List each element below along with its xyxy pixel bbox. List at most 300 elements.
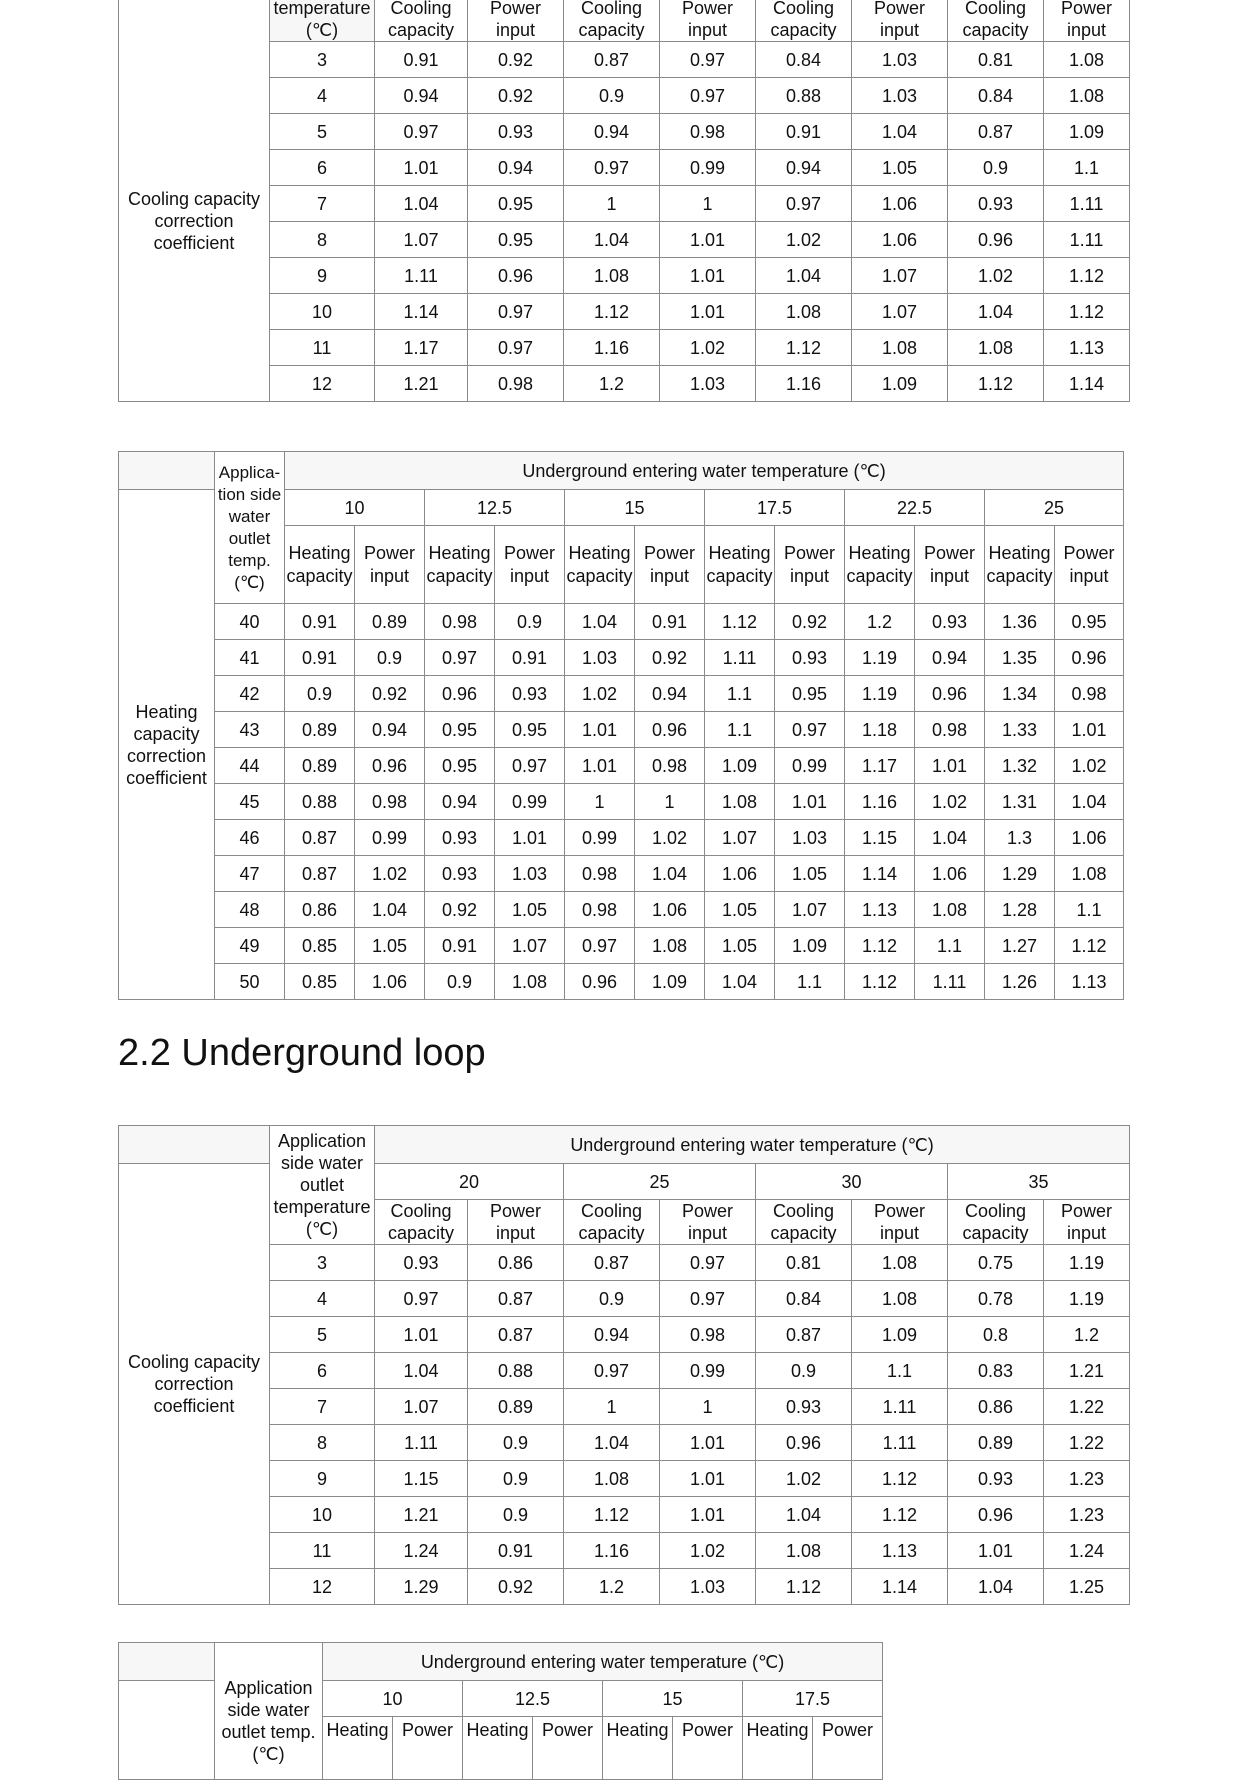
table-row [119,78,1130,114]
table-row [119,1245,1130,1281]
table-cell: 0.99 [495,784,565,820]
table-cell: 0.98 [425,604,495,640]
table-cell: 1.05 [775,856,845,892]
table-cell: 1.11 [1044,222,1130,258]
table-cell: 1.2 [845,604,915,640]
table-cell: 1.07 [852,294,948,330]
table-cell: 0.96 [915,676,985,712]
table-cell: 1.04 [565,604,635,640]
temperature-header: 12.5 [463,1681,603,1717]
column-header: Power input [468,1200,564,1245]
table-cell: 1.05 [705,928,775,964]
table-cell: 1.01 [660,222,756,258]
table-cell: 0.83 [948,1353,1044,1389]
table-cell: 1.04 [375,1353,468,1389]
table-row [119,640,1124,676]
table-cell: 1.02 [756,1461,852,1497]
table-row [119,856,1124,892]
table-cell: 0.87 [948,114,1044,150]
table-row [119,892,1124,928]
table-cell: 1 [565,784,635,820]
table-cell: 1.24 [1044,1533,1130,1569]
table-cell: 0.87 [468,1317,564,1353]
column-header: Power input [852,1200,948,1245]
table-cell: 0.97 [775,712,845,748]
table-cell: 0.9 [468,1461,564,1497]
table-cell: 0.93 [468,114,564,150]
temperature-header: 30 [756,1164,948,1200]
table-cell: 0.91 [285,604,355,640]
table-cell: 1.03 [852,42,948,78]
temperature-header: 17.5 [743,1681,883,1717]
table-cell: 1.01 [775,784,845,820]
table-row [119,114,1130,150]
table-cell: 0.87 [564,1245,660,1281]
table-cell: 6 [270,150,375,186]
table-cell: 1.32 [985,748,1055,784]
corner-label: Application side water outlet temperature (℃) [270,1126,375,1245]
table-cell: 0.97 [375,114,468,150]
table-cell: 1.21 [375,1497,468,1533]
table-cell: 10 [270,1497,375,1533]
table-cell: 1.12 [852,1461,948,1497]
table-cell: 1.19 [1044,1245,1130,1281]
table-cell: 0.94 [375,78,468,114]
table-cell: 1.17 [845,748,915,784]
column-header: Power input [468,0,564,42]
table-cell: 1.08 [495,964,565,1000]
table-cell: 1.02 [660,1533,756,1569]
table-cell: 0.95 [1055,604,1124,640]
table-cell: 1.13 [1055,964,1124,1000]
table-cell: 0.92 [355,676,425,712]
table-cell: 1.01 [948,1533,1044,1569]
table-cell: 0.88 [756,78,852,114]
table-cell: 0.97 [565,928,635,964]
table-cell: 1.01 [660,1461,756,1497]
column-header: Heating capacity [705,526,775,604]
table-cell: 45 [215,784,285,820]
table-cell: 1.04 [1055,784,1124,820]
table-cell: 1.08 [1055,856,1124,892]
table-cell: 1 [660,186,756,222]
table-cell: 1.08 [1044,42,1130,78]
table-cell: 48 [215,892,285,928]
table-cell: 1.01 [375,1317,468,1353]
table-cell: 8 [270,1425,375,1461]
table-cell: 0.99 [355,820,425,856]
column-header: Power input [852,0,948,42]
column-header: Power input [1044,1200,1130,1245]
table-cell: 1.17 [375,330,468,366]
table-cell: 1.06 [852,222,948,258]
table-cell: 0.95 [468,222,564,258]
column-header: Heating capacity [285,526,355,604]
table-cell: 0.92 [775,604,845,640]
table-cell: 1.07 [852,258,948,294]
table-cell: 1.08 [852,1245,948,1281]
table-cell: 1.23 [1044,1461,1130,1497]
table-cell: 1.1 [915,928,985,964]
table-cell: 1.33 [985,712,1055,748]
table-cell: 0.91 [635,604,705,640]
table-header-row [119,452,1124,490]
table-cell: 0.8 [948,1317,1044,1353]
column-header: Power [393,1717,463,1780]
table-cell: 0.96 [635,712,705,748]
table-cell: 1.08 [852,1281,948,1317]
table-cell: 1.1 [705,712,775,748]
table-cell: 0.9 [468,1497,564,1533]
table-row [119,928,1124,964]
temperature-header: 10 [323,1681,463,1717]
table-cell: 0.97 [468,294,564,330]
table-cell: 1.22 [1044,1389,1130,1425]
table-row [119,1569,1130,1605]
column-header: Power input [660,0,756,42]
table-cell: 0.93 [948,186,1044,222]
table-cell: 1.12 [845,964,915,1000]
table-cell: 0.92 [468,78,564,114]
table-cell [119,1126,270,1164]
table-cell: 1.12 [1055,928,1124,964]
table-cell: 1.23 [1044,1497,1130,1533]
table-cell: 1.15 [375,1461,468,1497]
table-cell: 1.04 [564,1425,660,1461]
table-cell: 1.15 [845,820,915,856]
table-cell: 0.91 [756,114,852,150]
table-cell: 1.01 [660,294,756,330]
table-cell [119,452,215,490]
table-cell: 1.05 [495,892,565,928]
table-cell: 0.96 [425,676,495,712]
table-cell: 1.08 [1044,78,1130,114]
table-cell: 0.81 [948,42,1044,78]
table-cell: 1.02 [565,676,635,712]
table-cell: 1.04 [355,892,425,928]
table-cell: 0.97 [495,748,565,784]
table-cell: 0.91 [495,640,565,676]
column-header: Heating capacity [845,526,915,604]
row-label: Cooling capacity correction coefficient [119,1164,270,1605]
table-cell: 1.11 [375,258,468,294]
table-cell: 0.97 [468,330,564,366]
column-header: Cooling capacity [564,0,660,42]
table-row [119,366,1130,402]
table-cell: 1.04 [635,856,705,892]
table-cell: 0.97 [564,1353,660,1389]
table-cell: 1.12 [756,330,852,366]
table-cell: 0.92 [468,42,564,78]
table-cell: 1.08 [948,330,1044,366]
table-cell: 1.12 [564,1497,660,1533]
table-cell: 1.09 [635,964,705,1000]
table-cell: 4 [270,1281,375,1317]
table-cell: 7 [270,1389,375,1425]
table-cell: 1.08 [756,1533,852,1569]
corner-label: Application side water outlet temp. (℃) [215,1643,323,1780]
table-cell: 0.9 [355,640,425,676]
table-cell: 6 [270,1353,375,1389]
table-cell: 1.11 [915,964,985,1000]
table-cell: 0.89 [285,712,355,748]
table-cell: 0.87 [564,42,660,78]
table-cell: 0.84 [756,42,852,78]
table-cell: 1.24 [375,1533,468,1569]
table-cell: 0.89 [468,1389,564,1425]
column-header: Heating [743,1717,813,1780]
table-cell: 1.12 [705,604,775,640]
table-cell: 1.04 [948,1569,1044,1605]
table-cell: 12 [270,366,375,402]
table-cell: 1.03 [495,856,565,892]
table-cell: 0.86 [285,892,355,928]
table-cell: 0.85 [285,928,355,964]
table-row [119,1425,1130,1461]
table-cell: 1.02 [355,856,425,892]
table-cell: 0.97 [660,1281,756,1317]
table-cell: 0.99 [660,150,756,186]
column-header: Power input [355,526,425,604]
table-cell: 1.18 [845,712,915,748]
table-cell: 1.26 [985,964,1055,1000]
table-cell: 0.93 [425,856,495,892]
table-cell: 0.94 [915,640,985,676]
table-cell: 1.1 [775,964,845,1000]
table-cell: 1.06 [355,964,425,1000]
table-cell: 1.01 [660,258,756,294]
table-cell: 0.84 [756,1281,852,1317]
column-header: Heating [603,1717,673,1780]
table-header-row [119,1643,883,1681]
table-cell: 1.04 [915,820,985,856]
table-cell [119,0,270,42]
table-cell: 1.04 [948,294,1044,330]
table-cell: 9 [270,1461,375,1497]
table-cell: 1.01 [660,1425,756,1461]
table-cell: 0.91 [425,928,495,964]
table-cell: 1.02 [660,330,756,366]
table-cell: 0.95 [775,676,845,712]
table-cell: 0.93 [775,640,845,676]
table-cell: 1.14 [1044,366,1130,402]
table-cell: 0.94 [635,676,705,712]
table-row [119,222,1130,258]
table-cell: 0.87 [468,1281,564,1317]
table-cell: 1.01 [1055,712,1124,748]
table-title: Underground entering water temperature (℃) [285,452,1124,490]
table-cell: 11 [270,1533,375,1569]
table-cell: 1.2 [1044,1317,1130,1353]
temperature-header: 35 [948,1164,1130,1200]
table-cell: 1.05 [705,892,775,928]
corner-label: temperature (℃) [270,0,375,42]
table-cell: 0.93 [756,1389,852,1425]
row-label: Heating capacity correction coefficient [119,490,215,1000]
table-cell: 0.99 [565,820,635,856]
table-cell: 1.11 [1044,186,1130,222]
table-row [119,748,1124,784]
table-cell: 1.22 [1044,1425,1130,1461]
column-header: Power input [1055,526,1124,604]
table-cell: 0.97 [564,150,660,186]
table-cell: 1.07 [375,1389,468,1425]
table-row [119,1317,1130,1353]
column-header: Cooling capacity [756,0,852,42]
column-header: Power input [1044,0,1130,42]
table-cell: 0.97 [756,186,852,222]
table-cell: 1.19 [1044,1281,1130,1317]
table-row [119,294,1130,330]
table-cell: 1.02 [948,258,1044,294]
table-cell: 1.27 [985,928,1055,964]
table-cell: 1.06 [635,892,705,928]
temperature-header: 15 [565,490,705,526]
table-cell: 10 [270,294,375,330]
table-row [119,604,1124,640]
table-row [119,1461,1130,1497]
table-cell: 1.08 [705,784,775,820]
table-cell: 0.94 [425,784,495,820]
table-cell: 43 [215,712,285,748]
table-cell: 1.14 [852,1569,948,1605]
table-row [119,330,1130,366]
table-cell: 1.19 [845,640,915,676]
table-cell: 0.95 [425,748,495,784]
column-header: Power [813,1717,883,1780]
table-cell: 1.13 [845,892,915,928]
table-cell: 1.12 [1044,258,1130,294]
table-cell: 0.9 [468,1425,564,1461]
table-cell: 0.93 [495,676,565,712]
table-cell: 1.01 [565,712,635,748]
table-cell: 12 [270,1569,375,1605]
table-cell: 1.2 [564,366,660,402]
table-cell: 0.97 [375,1281,468,1317]
table-cell: 1.01 [660,1497,756,1533]
table-row [119,1497,1130,1533]
table-cell: 1.3 [985,820,1055,856]
table-cell: 0.86 [948,1389,1044,1425]
table-cell: 1.03 [660,366,756,402]
table-cell: 1.36 [985,604,1055,640]
table-cell: 1.14 [845,856,915,892]
table-cell: 0.94 [355,712,425,748]
table-cell: 1.07 [705,820,775,856]
table-cell: 1.16 [564,1533,660,1569]
table-cell: 1.01 [375,150,468,186]
table-cell: 5 [270,114,375,150]
table-row [119,186,1130,222]
table-row [119,1533,1130,1569]
table-row [119,258,1130,294]
table-row [119,676,1124,712]
table-cell: 0.9 [285,676,355,712]
table-cell: 1.04 [375,186,468,222]
table-row [119,1389,1130,1425]
table-cell: 1.12 [564,294,660,330]
temperature-header: 25 [564,1164,756,1200]
table-cell: 1.05 [355,928,425,964]
table-cell: 41 [215,640,285,676]
table-cell: 0.94 [564,114,660,150]
column-header: Power input [660,1200,756,1245]
table-row [119,784,1124,820]
table-cell: 1.11 [852,1389,948,1425]
table-cell: 1 [564,186,660,222]
table-cell: 0.94 [756,150,852,186]
column-header: Power [673,1717,743,1780]
section-heading: 2.2 Underground loop [118,1032,486,1074]
table-cell: 1.03 [660,1569,756,1605]
table-cell: 1.06 [915,856,985,892]
table-cell: 9 [270,258,375,294]
column-header: Cooling capacity [756,1200,852,1245]
table-header-row [119,0,1130,42]
table-cell: 44 [215,748,285,784]
table-cell: 1.07 [375,222,468,258]
table-cell: 1.12 [852,1497,948,1533]
cooling-correction-table-2 [118,1125,1130,1605]
table-cell: 11 [270,330,375,366]
temperature-header: 15 [603,1681,743,1717]
table-cell: 47 [215,856,285,892]
table-cell: 0.96 [355,748,425,784]
table-cell: 1.09 [852,366,948,402]
table-cell: 50 [215,964,285,1000]
table-cell: 1.13 [852,1533,948,1569]
table-cell [119,1643,215,1681]
table-cell: 1.29 [375,1569,468,1605]
table-cell: 1.01 [565,748,635,784]
table-cell: 0.98 [660,1317,756,1353]
table-cell: 0.9 [425,964,495,1000]
temperature-header: 12.5 [425,490,565,526]
table-row [119,42,1130,78]
table-cell: 0.96 [565,964,635,1000]
table-title: Underground entering water temperature (℃) [323,1643,883,1681]
table-cell: 4 [270,78,375,114]
table-cell: 0.9 [564,1281,660,1317]
table-cell: 0.98 [1055,676,1124,712]
table-row [119,712,1124,748]
table-cell: 1.08 [564,258,660,294]
table-cell: 1.07 [775,892,845,928]
column-header: Heating capacity [425,526,495,604]
table-cell: 1.11 [852,1425,948,1461]
table-cell: 1.03 [775,820,845,856]
table-cell: 0.93 [948,1461,1044,1497]
column-header: Power input [775,526,845,604]
column-header: Cooling capacity [948,1200,1044,1245]
table-cell: 0.99 [775,748,845,784]
table-cell: 0.98 [635,748,705,784]
temperature-header: 20 [375,1164,564,1200]
table-cell: 1.09 [1044,114,1130,150]
table-cell: 0.94 [468,150,564,186]
table-cell: 0.97 [660,1245,756,1281]
column-header: Power [533,1717,603,1780]
table-cell: 1.25 [1044,1569,1130,1605]
table-cell: 1.02 [1055,748,1124,784]
temperature-header: 25 [985,490,1124,526]
table-cell: 1.06 [1055,820,1124,856]
table-cell: 1 [660,1389,756,1425]
table-cell: 0.97 [660,42,756,78]
table-cell: 1.16 [845,784,915,820]
table-row [119,1353,1130,1389]
column-header: Cooling capacity [375,0,468,42]
